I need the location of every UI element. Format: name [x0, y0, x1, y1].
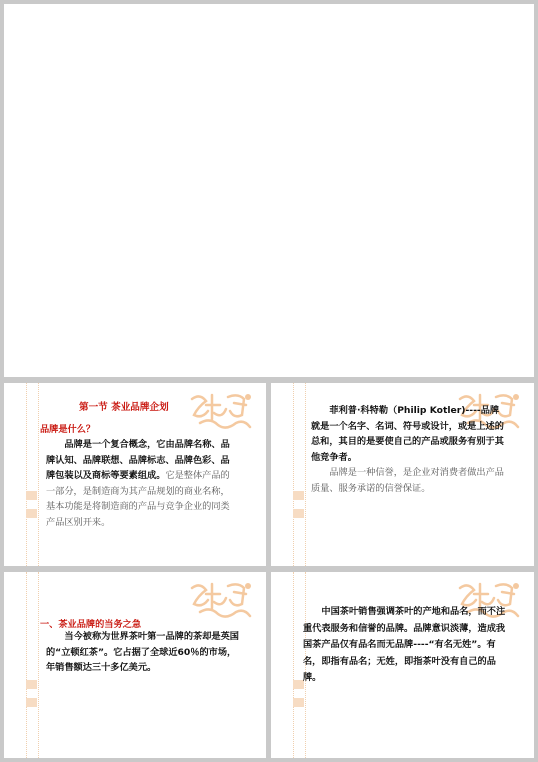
- section-heading: 一、茶业品牌的当务之急: [40, 619, 142, 630]
- decor-square: [26, 491, 37, 500]
- para-bold: 品牌是一个复合概念，它由品牌名称、品牌认知、品牌联想、品牌标志、品牌色彩、品牌包装以及商标等要素组成。: [46, 439, 230, 481]
- auspicious-seal-icon: [186, 578, 256, 624]
- decor-dotted-line: [293, 572, 294, 758]
- decor-dotted-line: [293, 383, 294, 566]
- decor-dotted-line: [26, 383, 27, 566]
- kotler-quote: 菲利普·科特勒（Philip Kotler)----品牌就是一个名字、名词、符号或设计，或是上述的总和，其目的是要使自己的产品或服务有别于其他竞争者。: [311, 405, 504, 463]
- decor-square: [293, 698, 304, 707]
- body-text: [311, 403, 505, 496]
- decor-square: [26, 698, 37, 707]
- auspicious-seal-icon: [186, 389, 256, 435]
- para-normal: 它是整体产品的一部分，是制造商为其产品规划的商业名称，基本功能是将制造商的产品与竞争企业的同类产品区别开来。: [46, 470, 230, 528]
- slide-brand-planning: [4, 383, 266, 566]
- decor-square: [293, 509, 304, 518]
- decor-dotted-line: [38, 572, 39, 758]
- subtitle: 品牌是什么？: [40, 424, 96, 435]
- decor-square: [26, 680, 37, 689]
- slide-brand-definition: [271, 383, 534, 566]
- decor-dotted-line: [38, 383, 39, 566]
- slide-title: 第一节 茶业品牌企划: [79, 402, 169, 413]
- decor-square: [26, 509, 37, 518]
- body-text: [46, 629, 242, 676]
- decor-square: [293, 491, 304, 500]
- para-bold: 当今被称为世界茶叶第一品牌的茶却是英国的“立顿红茶”。它占据了全球近60％的市场，年销售额达三十多亿美元。: [46, 631, 239, 673]
- blank-slide: [4, 4, 534, 377]
- body-text: [46, 437, 238, 530]
- para-bold: 中国茶叶销售强调茶叶的产地和品名，而不注重代表服务和信誉的品牌。品牌意识淡薄，造成我国茶产品仅有品名而无品牌----“有名无姓”。有名，即指有品名；无姓，即指茶叶没有自己的品牌。: [303, 606, 506, 684]
- slide-china-tea-branding: [271, 572, 534, 758]
- para-normal: 品牌是一种信誉，是企业对消费者做出产品质量、服务承诺的信誉保证。: [311, 467, 504, 494]
- decor-dotted-line: [305, 383, 306, 566]
- body-text: [303, 604, 507, 687]
- decor-dotted-line: [26, 572, 27, 758]
- slide-urgent-task: [4, 572, 266, 758]
